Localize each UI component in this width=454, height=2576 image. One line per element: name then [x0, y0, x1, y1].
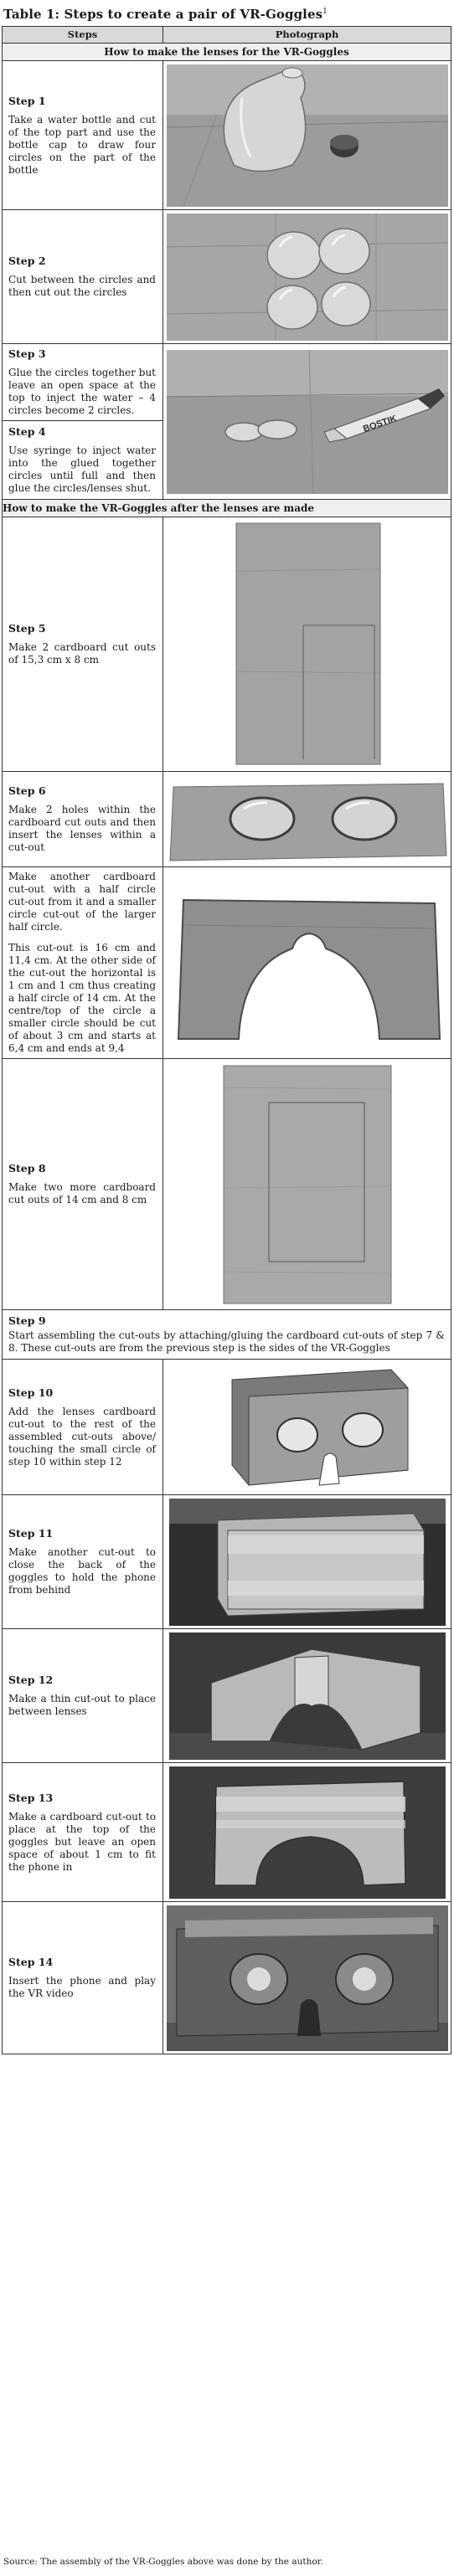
title-footnote: 1	[322, 8, 328, 16]
section-title-goggles: How to make the VR-Goggles after the lenses are made	[3, 500, 451, 517]
step-13-text: Make a cardboard cut-out to place at the top of the goggles but leave an open space of about 1 cm to fit the phone in	[8, 1810, 156, 1873]
table-row	[3, 210, 451, 344]
table-row	[3, 1629, 451, 1763]
step-11-title: Step 11	[8, 1527, 54, 1540]
step-3-4-photo-cell	[163, 344, 451, 500]
steps-table	[2, 26, 451, 2054]
table-row	[3, 1495, 451, 1629]
table-row	[3, 517, 451, 772]
step-10-title: Step 10	[8, 1386, 54, 1399]
section-row-goggles	[3, 500, 451, 517]
step-10-cell	[3, 1360, 163, 1495]
step-7-text: Make another cardboard cut-out with a half circle cut-out from it and a smaller circle cut-out of the larger half circle.	[8, 871, 156, 933]
header-photograph: Photograph	[163, 27, 451, 44]
step-2-photo	[167, 213, 448, 341]
step-8-photo	[217, 1062, 398, 1307]
step-13-title: Step 13	[8, 1791, 54, 1804]
step-6-text: Make 2 holes within the cardboard cut outs and then insert the lenses within a cut-out	[8, 804, 156, 853]
step-14-cell	[3, 1902, 163, 2054]
step-14-text: Insert the phone and play the VR video	[8, 1975, 156, 1999]
step-12-text: Make a thin cut-out to place between lenses	[8, 1693, 156, 1717]
step-11-photo	[169, 1499, 446, 1626]
step-14-photo-cell	[163, 1902, 451, 2054]
step-8-cell	[3, 1059, 163, 1310]
step-8-text: Make two more cardboard cut outs of 14 cm and 8 cm	[8, 1181, 156, 1206]
step-11-cell	[3, 1495, 163, 1629]
step-6-title: Step 6	[8, 784, 46, 797]
step-4-text: Use syringe to inject water into the glued together circles until full and then glue the circles/lenses shut.	[8, 445, 156, 494]
step-12-cell	[3, 1629, 163, 1763]
step-10-text: Add the lenses cardboard cut-out to the rest of the assembled cut-outs above/ touching the small circle of step 10 within step 12	[8, 1405, 156, 1468]
step-6-photo	[167, 775, 448, 864]
table-row	[3, 867, 451, 1059]
table-header-row	[3, 27, 451, 44]
step-2-text: Cut between the circles and then cut out the circles	[8, 274, 156, 298]
step-10-photo-cell	[163, 1360, 451, 1495]
step-1-photo	[167, 64, 448, 207]
title-text: Table 1: Steps to create a pair of VR-Goggles	[3, 7, 323, 22]
step-12-photo	[169, 1632, 446, 1760]
table-row	[3, 772, 451, 867]
header-steps: Steps	[3, 27, 163, 44]
step-1-title: Step 1	[8, 94, 46, 107]
step-14-title: Step 14	[8, 1956, 54, 1968]
step-5-title: Step 5	[8, 622, 46, 635]
step-8-photo-cell	[163, 1059, 451, 1310]
step-3-text: Glue the circles together but leave an open space at the top to inject the water – 4 circles become 2 circles.	[8, 367, 156, 416]
step-6-photo-cell	[163, 772, 451, 867]
step-7-photo	[167, 883, 448, 1042]
step-1-cell	[3, 61, 163, 210]
step-1-text: Take a water bottle and cut of the top part and use the bottle cap to draw four circles on the part of the bottle	[8, 113, 156, 176]
step-10-photo	[199, 1363, 416, 1492]
step-3-cell	[3, 344, 163, 421]
step-13-cell	[3, 1763, 163, 1902]
table-row	[3, 1763, 451, 1902]
step-12-photo-cell	[163, 1629, 451, 1763]
step-6-cell	[3, 772, 163, 867]
step-1-photo-cell	[163, 61, 451, 210]
table-row	[3, 1310, 451, 1360]
step-7-text-2: This cut-out is 16 cm and 11,4 cm. At the other side of the cut-out the horizontal is 1 cm and 1 cm thus creating a half circle of 14 cm. At the centre/top of the circle a smaller circle should be cut of about 3 cm and starts at 6,4 cm and ends at 9,4	[8, 942, 156, 1054]
step-3-4-photo	[167, 350, 448, 494]
table-row	[3, 1902, 451, 2054]
step-2-photo-cell	[163, 210, 451, 344]
step-11-text: Make another cut-out to close the back of the goggles to hold the phone from behind	[8, 1546, 156, 1596]
step-9-cell	[3, 1310, 451, 1360]
section-row-lenses	[3, 44, 451, 61]
table-row	[3, 61, 451, 210]
step-5-text: Make 2 cardboard cut outs of 15,3 cm x 8 cm	[8, 641, 156, 666]
step-14-photo	[167, 1905, 448, 2051]
step-5-photo	[228, 521, 387, 769]
source-note: Source: The assembly of the VR-Goggles above was done by the author.	[3, 2557, 323, 2567]
step-5-photo-cell	[163, 517, 451, 772]
step-9-text: Start assembling the cut-outs by attaching/gluing the cardboard cut-outs of step 7 & 8. These cut-outs are from the previous step is the sides of the VR-Goggles	[8, 1329, 445, 1354]
step-8-title: Step 8	[8, 1162, 46, 1175]
bottle-label: BOSTIK	[362, 413, 399, 434]
step-7-photo-cell	[163, 867, 451, 1059]
step-4-title: Step 4	[8, 425, 46, 438]
step-11-photo-cell	[163, 1495, 451, 1629]
step-2-cell	[3, 210, 163, 344]
step-2-title: Step 2	[8, 255, 46, 267]
step-4-cell	[3, 421, 163, 500]
step-5-cell	[3, 517, 163, 772]
table-row	[3, 344, 451, 421]
step-7-cell	[3, 867, 163, 1059]
table-row	[3, 1059, 451, 1310]
step-12-title: Step 12	[8, 1674, 54, 1686]
document-title	[3, 7, 328, 22]
step-3-title: Step 3	[8, 347, 46, 360]
step-9-title: Step 9	[8, 1314, 46, 1327]
step-13-photo	[169, 1766, 446, 1899]
step-13-photo-cell	[163, 1763, 451, 1902]
table-row	[3, 1360, 451, 1495]
section-title-lenses: How to make the lenses for the VR-Goggles	[3, 44, 451, 61]
